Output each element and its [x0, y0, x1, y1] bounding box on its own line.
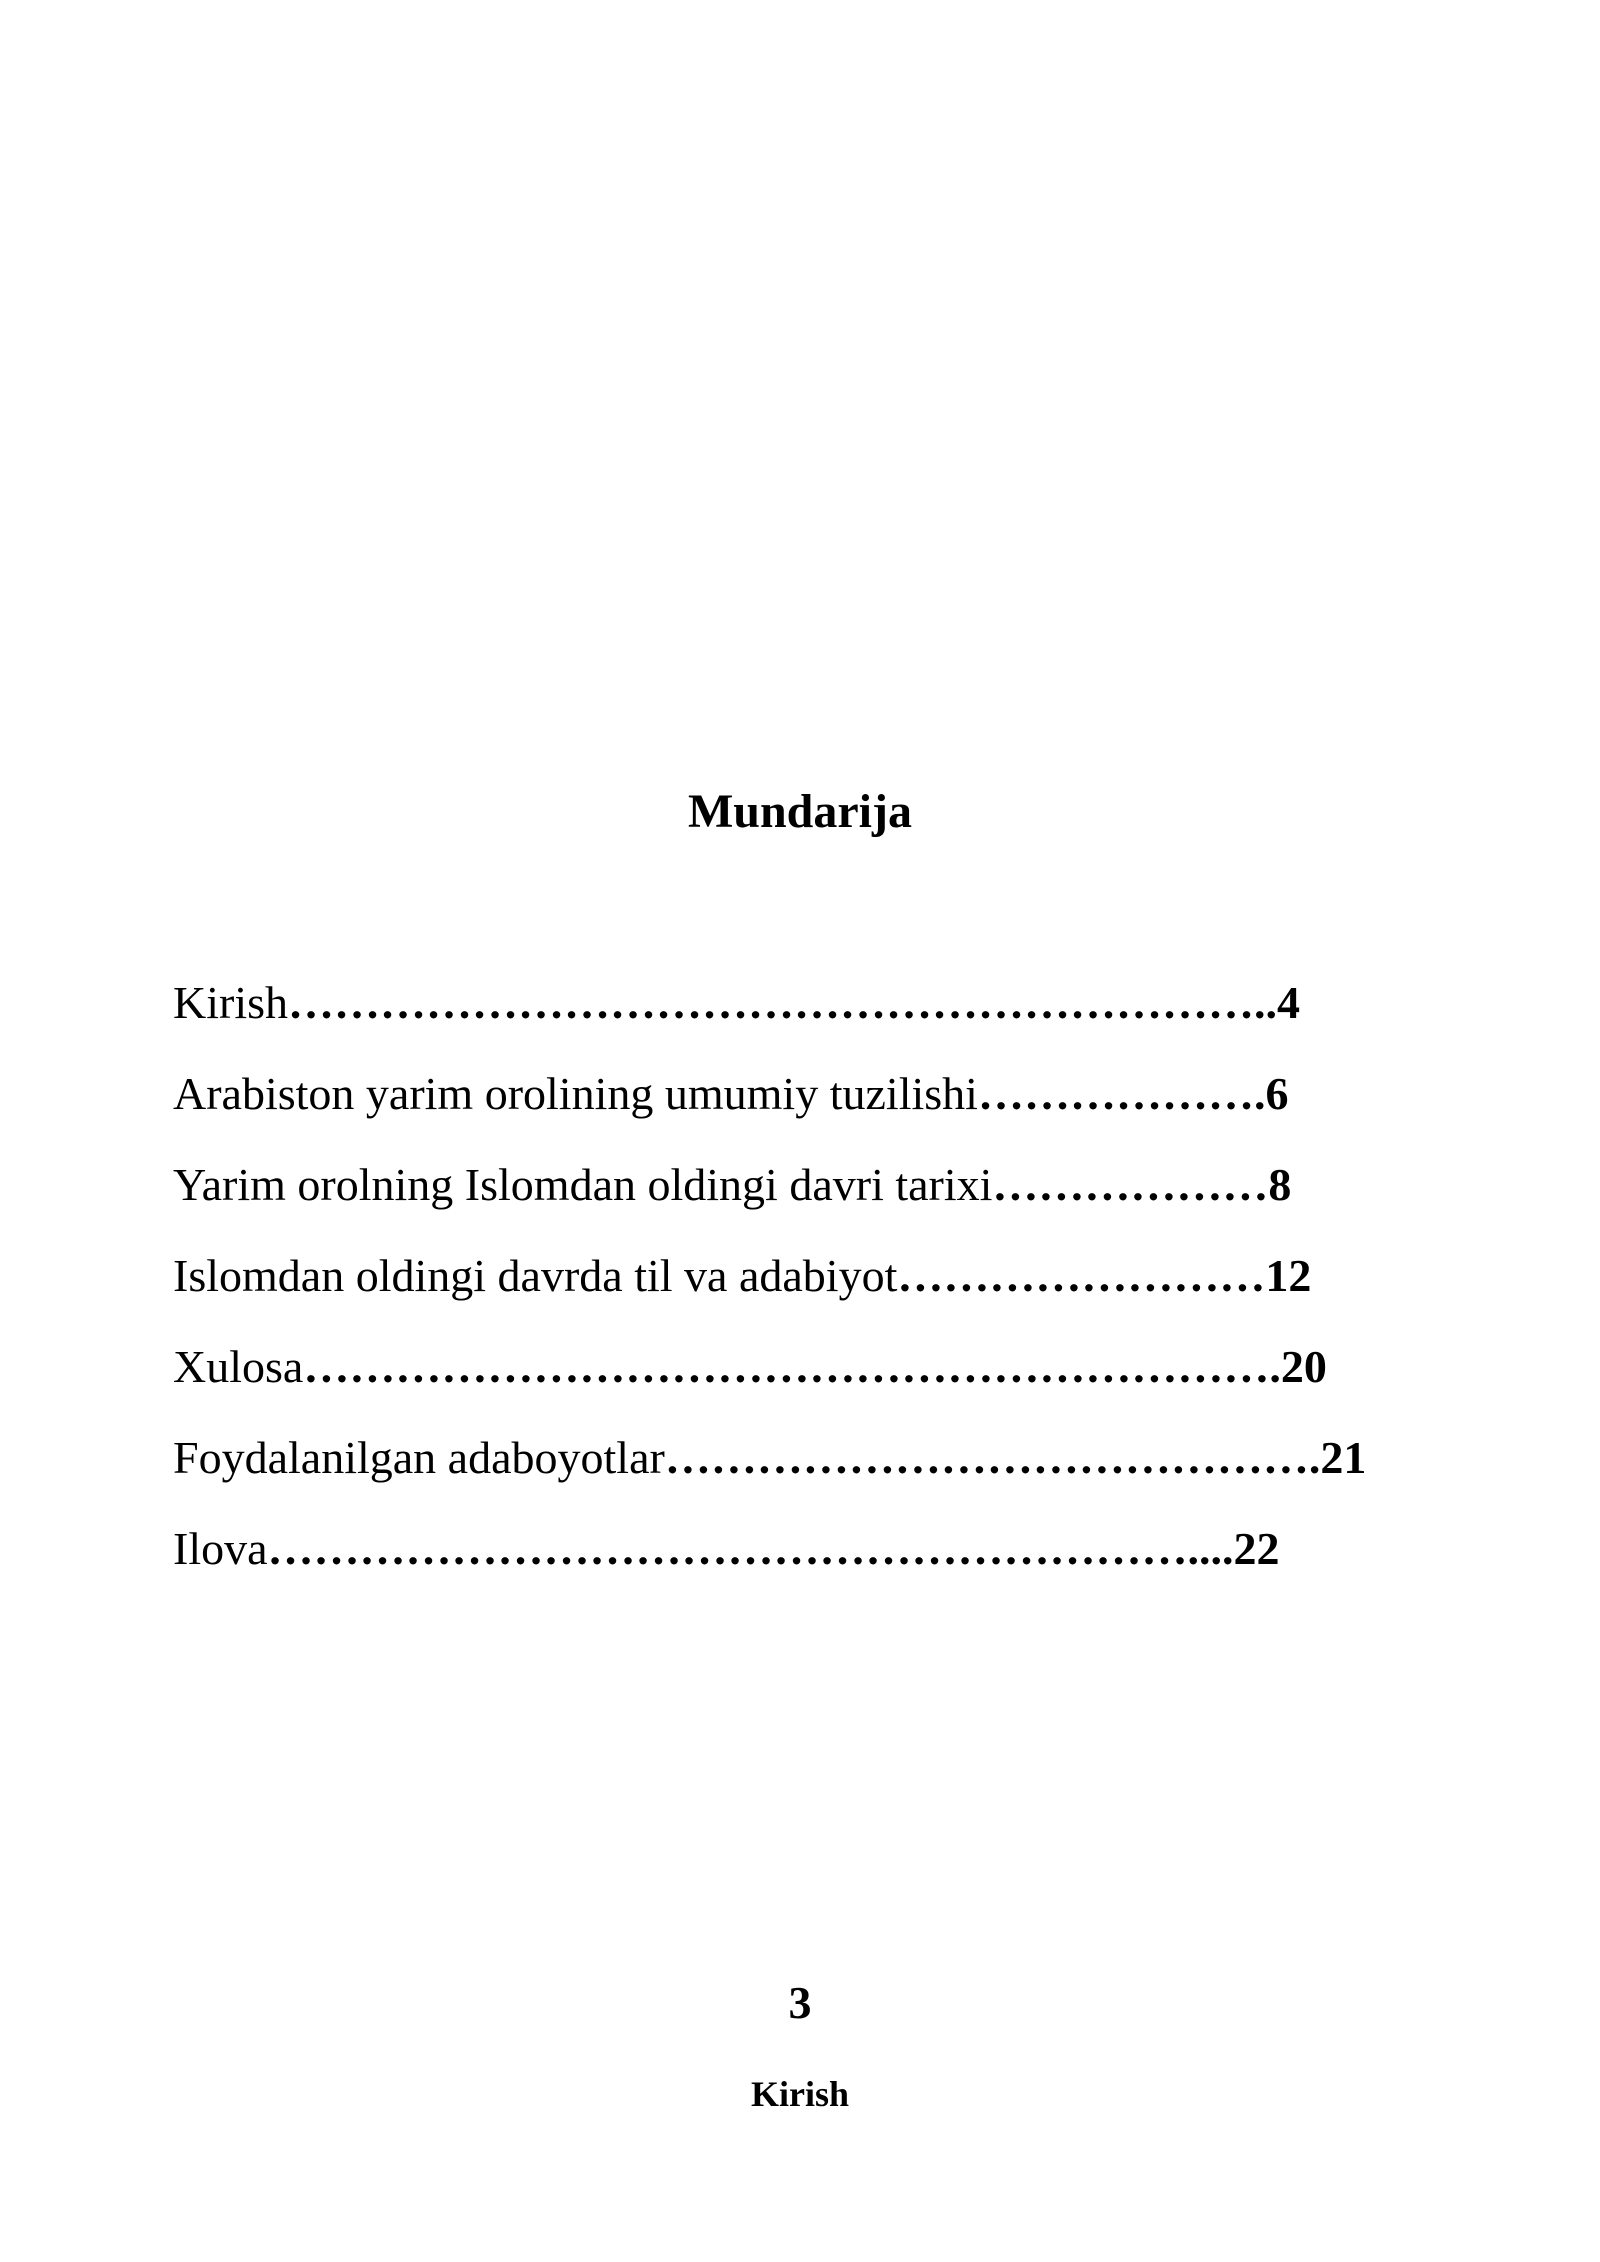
toc-page-number: 8	[1268, 1159, 1292, 1210]
toc-entry-label: Xulosa	[173, 1341, 304, 1392]
toc-page-number: 20	[1280, 1341, 1327, 1392]
toc-page-number: 4	[1277, 977, 1300, 1028]
toc-dot-leader: ………………………………………………………..	[288, 977, 1277, 1028]
toc-page-number: 6	[1265, 1068, 1289, 1119]
toc-entry-arabiston	[173, 1064, 1366, 1155]
toc-dot-leader: ……………………………………………………….	[303, 1341, 1281, 1392]
toc-dot-leader: ……………………………………………………....	[267, 1523, 1234, 1574]
toc-entry-kirish	[173, 973, 1366, 1064]
toc-entry-label: Yarim orolning Islomdan oldingi davri tarixi	[173, 1159, 993, 1210]
toc-title: Mundarija	[687, 785, 912, 838]
toc-page-number: 22	[1233, 1523, 1280, 1574]
section-heading-kirish: Kirish	[750, 2074, 849, 2114]
toc-entry-label: Arabiston yarim orolining umumiy tuzilishi	[173, 1068, 978, 1119]
toc-dot-leader: …………………………………….	[664, 1432, 1321, 1483]
toc-entry-yarim-orolning	[173, 1155, 1366, 1246]
toc-dot-leader: ……………………	[897, 1250, 1266, 1301]
toc-entry-ilova	[173, 1519, 1366, 1610]
toc-dot-leader: ………………	[992, 1159, 1269, 1210]
toc-entry-til-va-adabiyot	[173, 1246, 1366, 1337]
page-number: 3	[788, 1977, 812, 2028]
toc-entry-label: Islomdan oldingi davrda til va adabiyot	[173, 1250, 898, 1301]
toc-page-number: 12	[1265, 1250, 1312, 1301]
toc-entry-foydalanilgan-adaboyotlar	[173, 1428, 1366, 1519]
table-of-contents	[173, 973, 1366, 1610]
toc-page-number: 21	[1320, 1432, 1367, 1483]
toc-entry-xulosa	[173, 1337, 1366, 1428]
toc-entry-label: Ilova	[173, 1523, 268, 1574]
toc-entry-label: Kirish	[173, 977, 288, 1028]
toc-dot-leader: ……………….	[977, 1068, 1266, 1119]
toc-entry-label: Foydalanilgan adaboyotlar	[173, 1432, 665, 1483]
